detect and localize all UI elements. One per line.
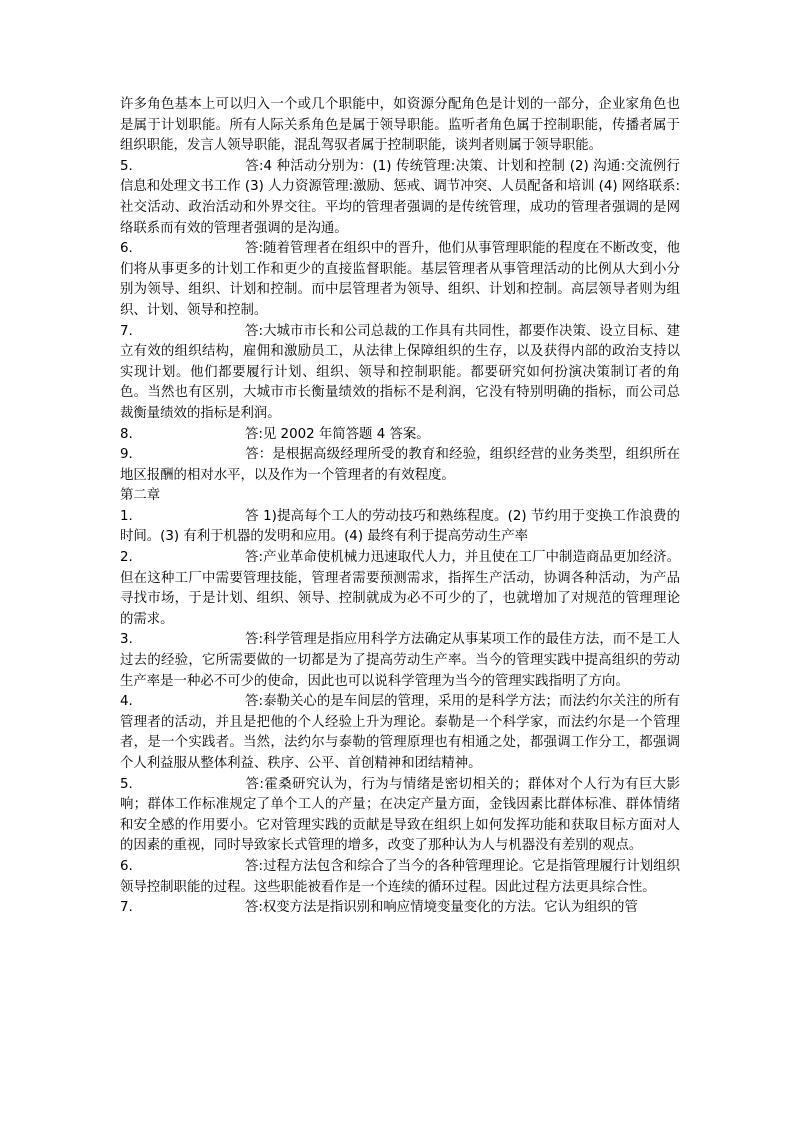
item-text: 答:产业革命使机械力迅速取代人力，并且使在工厂中制造商品更加经济。但在这种工厂中需要管理技能，管理者需要预测需求，指挥生产活动，协调各种活动，为产品寻找市场，于是计划、组织、领导、控制就成为必不可少的了，也就增加了对规范的管理理论的需求。 [120, 550, 680, 627]
item-number: 5. [120, 776, 133, 792]
answer-item [120, 425, 680, 446]
item-number: 9. [120, 447, 133, 463]
item-text: 答 1)提高每个工人的劳动技巧和熟练程度。(2) 节约用于变换工作浪费的时间。(3) 有利于机器的发明和应用。(4) 最终有利于提高劳动生产率 [120, 508, 680, 545]
answer-item [120, 775, 680, 857]
document-page [120, 95, 680, 919]
item-number: 1. [120, 508, 133, 524]
answer-item [120, 898, 680, 919]
answer-item [120, 239, 680, 321]
item-text: 答:见 2002 年简答题 4 答案。 [245, 426, 430, 442]
item-number: 5. [120, 158, 133, 174]
item-number: 3. [120, 632, 133, 648]
item-number: 2. [120, 550, 133, 566]
answer-item [120, 322, 680, 425]
answer-item [120, 857, 680, 898]
answer-item [120, 692, 680, 774]
chapter-heading: 第二章 [120, 488, 161, 504]
item-text: 答:泰勒关心的是车间层的管理，采用的是科学方法；而法约尔关注的所有管理者的活动，并且是把他的个人经验上升为理论。泰勒是一个科学家，而法约尔是一个管理者，是一个实践者。当然，法约尔与泰勒的管理原理也有相通之处，都强调工作分工，都强调个人利益服从整体利益、秩序、公平、首创精神和团结精神。 [120, 694, 680, 771]
item-text: 答:霍桑研究认为，行为与情绪是密切相关的；群体对个人行为有巨大影响；群体工作标准规定了单个工人的产量；在决定产量方面，金钱因素比群体标准、群体情绪和安全感的作用要小。它对管理实践的贡献是导致在组织上如何发挥功能和获取目标方面对人的因素的重视，同时导致家长式管理的增多，改变了那种认为人与机器没有差别的观点。 [120, 776, 680, 854]
answer-item [120, 507, 680, 548]
answer-item [120, 445, 680, 486]
item-number: 6. [120, 241, 133, 257]
item-number: 7. [120, 900, 133, 916]
item-number: 4. [120, 694, 133, 710]
item-text: 答:过程方法包含和综合了当今的各种管理理论。它是指管理履行计划组织领导控制职能的过程。这些职能被看作是一个连续的循环过程。因此过程方法更具综合性。 [120, 858, 680, 895]
item-text: 答:权变方法是指识别和响应情境变量变化的方法。它认为组织的管 [245, 900, 638, 916]
answer-item [120, 157, 680, 239]
item-text: 答：是根据高级经理所受的教育和经验，组织经营的业务类型，组织所在地区报酬的相对水平，以及作为一个管理者的有效程度。 [120, 447, 680, 483]
intro-paragraph: 许多角色基本上可以归入一个或几个职能中，如资源分配角色是计划的一部分，企业家角色也是属于计划职能。所有人际关系角色是属于领导职能。监听者角色属于控制职能，传播者属于组织职能，发言人领导职能，混乱驾驭者属于控制职能，谈判者则属于领导职能。 [120, 97, 680, 154]
item-number: 7. [120, 323, 133, 339]
answer-item [120, 630, 680, 692]
answer-item [120, 548, 680, 630]
item-text: 答:随着管理者在组织中的晋升，他们从事管理职能的程度在不断改变，他们将从事更多的计划工作和更少的直接监督职能。基层管理者从事管理活动的比例从大到小分别为领导、组织、计划和控制。而中层管理者为领导、组织、计划和控制。高层领导者则为组织、计划、领导和控制。 [120, 241, 680, 318]
item-text: 答:科学管理是指应用科学方法确定从事某项工作的最佳方法，而不是工人过去的经验，它所需要做的一切都是为了提高劳动生产率。当今的管理实践中提高组织的劳动生产率是一种必不可少的使命，因此也可以说科学管理为当今的管理实践指明了方向。 [120, 632, 680, 689]
item-number: 6. [120, 858, 133, 874]
item-number: 8. [120, 426, 133, 442]
item-text: 答:4 种活动分别为：(1) 传统管理:决策、计划和控制 (2) 沟通:交流例行信息和处理文书工作 (3) 人力资源管理:激励、惩戒、调节冲突、人员配备和培训 (4) 网络联系:社交活动、政治活动和外界交往。平均的管理者强调的是传统管理，成功的管理者强调的是网络联系而有效的管理者强调的是沟通。 [120, 158, 680, 236]
item-text: 答:大城市市长和公司总裁的工作具有共同性，都要作决策、设立目标、建立有效的组织结构，雇佣和激励员工，从法律上保障组织的生存，以及获得内部的政治支持以实现计划。他们都要履行计划、组织、领导和控制职能。都要研究如何扮演决策制订者的角色。当然也有区别，大城市市长衡量绩效的指标不是利润，它没有特别明确的指标，而公司总裁衡量绩效的指标是利润。 [120, 323, 680, 421]
